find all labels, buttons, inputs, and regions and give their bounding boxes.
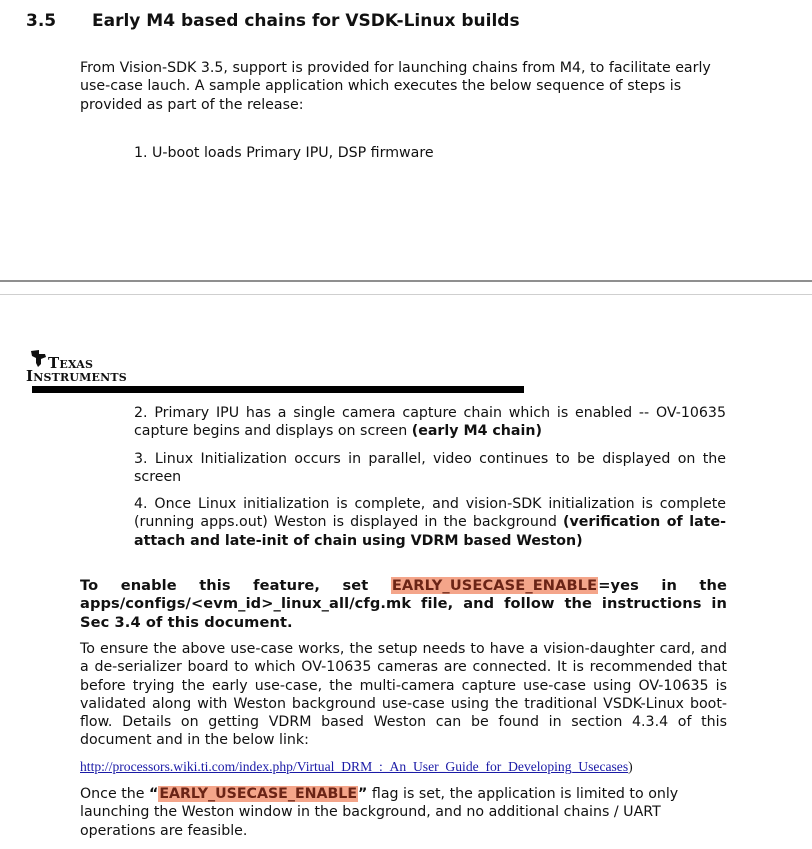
ti-logo	[26, 348, 136, 388]
once-post: flag is set, the application is limited to only launching the Weston window in the background, and no additional chains / UART operations are feasible.	[80, 786, 679, 839]
header-rule	[32, 386, 524, 393]
ti-state-logo-icon	[28, 348, 48, 368]
once-paragraph	[80, 785, 727, 840]
logo-line-2: Instruments	[26, 367, 127, 385]
enable-post: =yes in the apps/configs/<evm_id>_linux_all/cfg.mk file, and follow the instructions in Sec 3.4 of this document.	[80, 577, 727, 631]
step-2-bold: (early M4 chain)	[411, 423, 542, 440]
wiki-link[interactable]: http://processors.wiki.ti.com/index.php/Virtual_DRM_:_An_User_Guide_for_Developing_Usecases	[80, 759, 629, 774]
enable-flag-highlight: EARLY_USECASE_ENABLE	[391, 577, 598, 594]
once-open-quote: “	[149, 786, 159, 802]
once-flag-highlight: EARLY_USECASE_ENABLE	[159, 786, 358, 802]
step-4-text: 4. Once Linux initialization is complete, and vision-SDK initialization is complete (running apps.out) Weston is displayed in the background	[134, 496, 726, 531]
section-number: 3.5	[26, 11, 57, 31]
step-2	[134, 404, 726, 441]
once-pre: Once the	[80, 786, 149, 802]
step-1: 1. U-boot loads Primary IPU, DSP firmware	[134, 145, 434, 161]
ensure-paragraph: To ensure the above use-case works, the setup needs to have a vision-daughter card, and a de-serializer board to which OV-10635 cameras are connected. It is recommended that before trying the early use-case, the multi-camera capture use-case using OV-10635 is validated along with Weston background use-case using the traditional VSDK-Linux boot-flow. Details on getting VDRM based Weston can be found in section 4.3.4 of this document and in the below link:	[80, 641, 727, 749]
page-break-divider-light	[0, 294, 812, 295]
enable-paragraph	[80, 577, 727, 632]
enable-pre: To enable this feature, set	[80, 577, 391, 594]
section-title: Early M4 based chains for VSDK-Linux builds	[92, 11, 520, 31]
logo-line-1: Texas	[48, 354, 94, 372]
intro-paragraph: From Vision-SDK 3.5, support is provided for launching chains from M4, to facilitate early use-case lauch. A sample application which executes the below sequence of steps is provided as part of the release:	[80, 60, 711, 113]
once-close-quote: ”	[358, 786, 368, 802]
step-4	[134, 495, 726, 550]
step-3: 3. Linux Initialization occurs in parallel, video continues to be displayed on the screen	[134, 451, 726, 486]
step-4-bold: (verification of late-attach and late-init of chain using VDRM based Weston)	[134, 514, 726, 549]
link-close-paren: )	[628, 759, 633, 774]
wiki-link-line	[80, 759, 633, 775]
step-2-text: 2. Primary IPU has a single camera capture chain which is enabled -- OV-10635 capture begins and displays on screen	[134, 405, 726, 440]
page-break-divider	[0, 280, 812, 282]
